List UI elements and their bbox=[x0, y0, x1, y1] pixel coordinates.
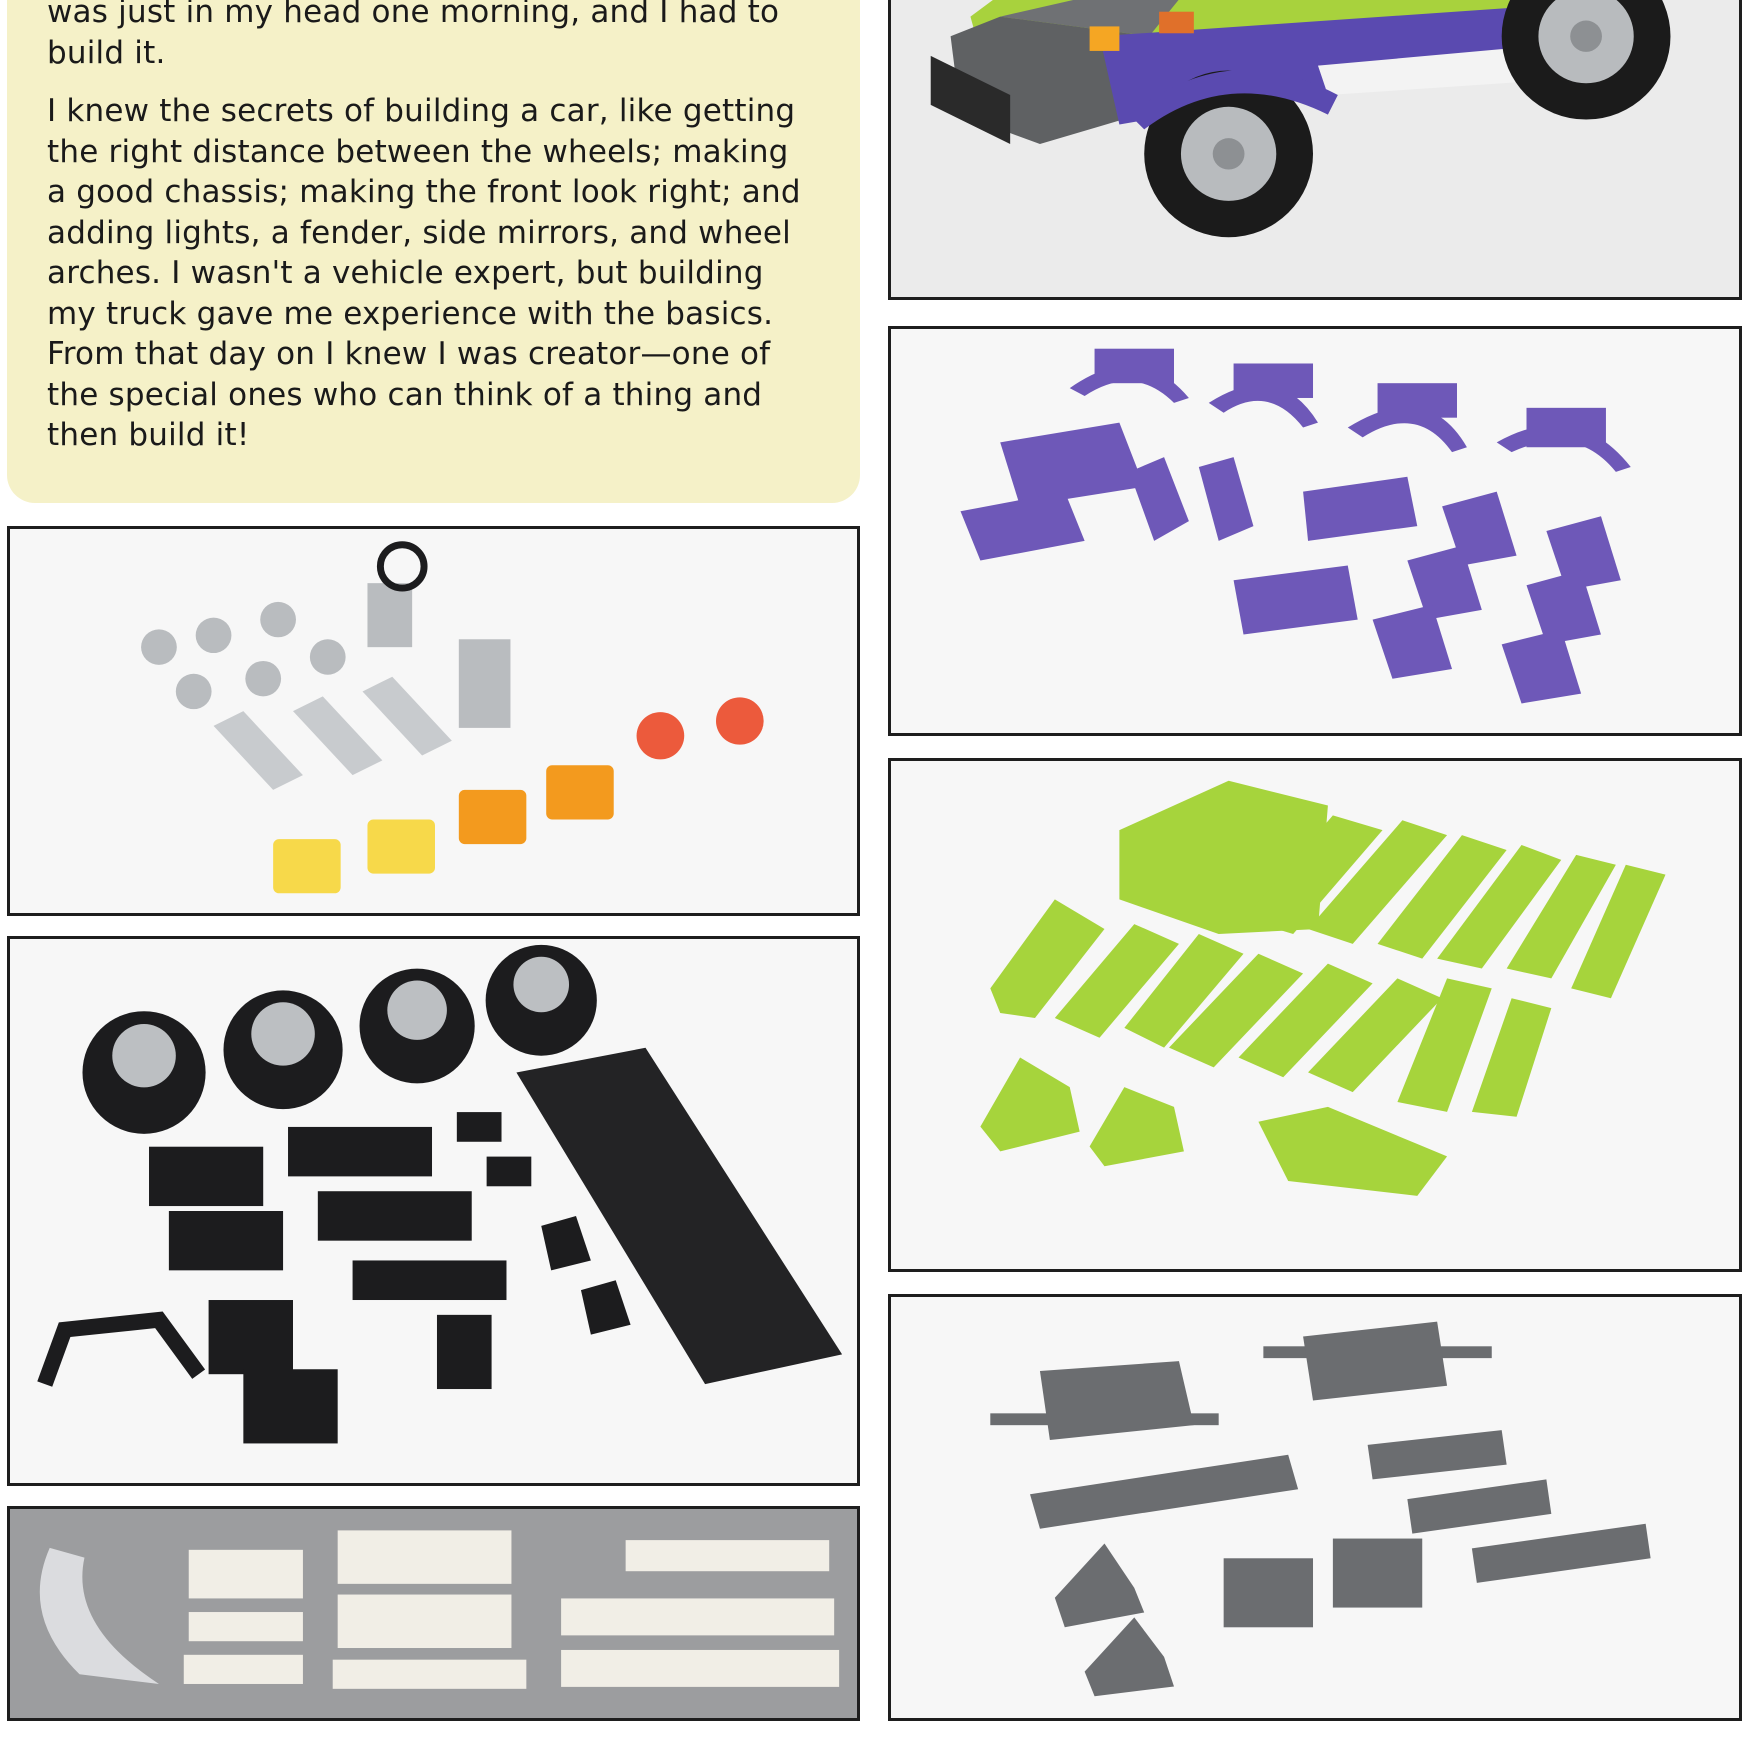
purple-bricks-photo bbox=[888, 326, 1742, 736]
black-wheels-and-plates-photo bbox=[7, 936, 860, 1486]
lime-green-plates-photo bbox=[888, 758, 1742, 1272]
white-plates-photo bbox=[7, 1506, 860, 1721]
truck-closeup-photo bbox=[888, 0, 1742, 300]
dark-gray-parts-photo bbox=[888, 1294, 1742, 1721]
story-text-box bbox=[7, 0, 860, 503]
story-paragraph-1: was just in my head one morning, and I had to build it. bbox=[47, 0, 780, 71]
story-paragraph-2: I knew the secrets of building a car, like getting the right distance between the wheels; making a good chassis; making the front look right; and adding lights, a fender, side mirrors, and wheel arches. I wasn't a vehicle expert, but building my truck gave me experience with the basics. From that day on I knew I was creator—one of the special ones who can think of a thing and then build it! bbox=[47, 93, 801, 453]
gray-and-transparent-parts-photo bbox=[7, 526, 860, 916]
